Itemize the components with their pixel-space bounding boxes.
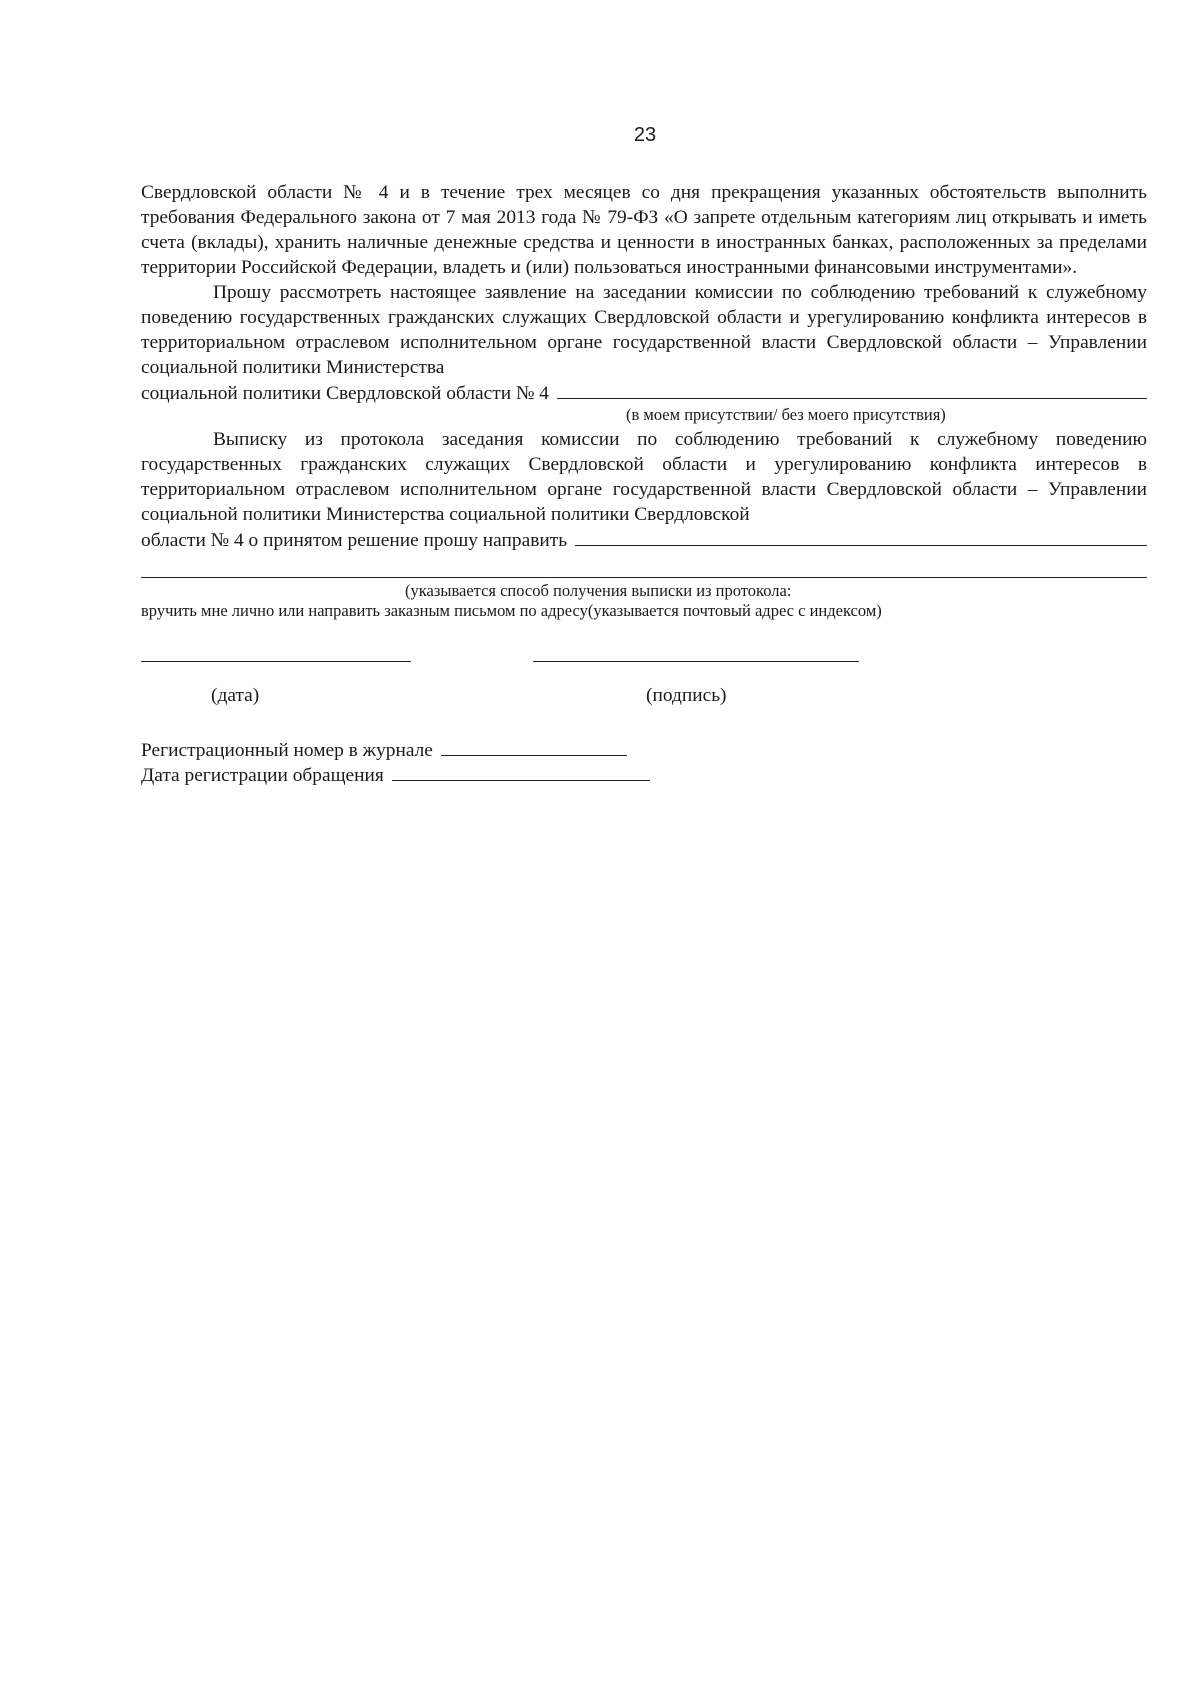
registration-block — [141, 737, 1147, 787]
delivery-line — [141, 527, 1147, 553]
presence-field[interactable] — [557, 380, 1147, 399]
paragraph-request-review — [141, 280, 1147, 380]
paragraph-law-requirement: Свердловской области № 4 и в течение трех месяцев со дня прекращения указанных обстоятельств выполнить требования Федерального закона от 7 мая 2013 года № 79-ФЗ «О запрете отдельным категориям лиц открывать и иметь счета (вклады), хранить наличные денежные средства и ценности в иностранных банках, расположенных за пределами территории Российской Федерации, владеть и (или) пользоваться иностранными финансовыми инструментами». — [141, 182, 1147, 278]
signature-field[interactable] — [533, 661, 859, 662]
delivery-hint: (указывается способ получения выписки из протокола: — [405, 581, 792, 600]
paragraph-protocol-extract — [141, 427, 1147, 527]
delivery-line-text: области № 4 о принятом решение прошу направить — [141, 530, 568, 551]
date-field[interactable] — [141, 661, 411, 662]
page-number: 23 — [633, 124, 657, 146]
paragraph-protocol-extract-text: Выписку из протокола заседания комиссии по соблюдению требований к служебному поведению государственных гражданских служащих Свердловской области и урегулированию конфликта интересов в территориальном отраслевом исполнительном органе государственной власти Свердловской области – Управлении социальной политики Министерства социальной политики Свердловской — [141, 429, 1147, 525]
presence-hint: (в моем присутствии/ без моего присутствия) — [626, 405, 946, 424]
date-label: (дата) — [211, 685, 260, 706]
presence-line-text: социальной политики Свердловской области № 4 — [141, 383, 549, 404]
signature-label: (подпись) — [646, 685, 727, 706]
delivery-hint-detail: вручить мне лично или направить заказным письмом по адресу(указывается почтовый адрес с индексом) — [141, 601, 882, 620]
presence-line — [141, 380, 1147, 406]
registration-number-label: Регистрационный номер в журнале — [141, 740, 433, 761]
delivery-field[interactable] — [575, 527, 1147, 546]
registration-date-label: Дата регистрации обращения — [141, 765, 384, 786]
delivery-field-continued[interactable] — [141, 553, 1147, 578]
registration-number-row — [141, 737, 1147, 762]
signature-block — [141, 647, 1147, 727]
document-body — [141, 180, 1147, 787]
registration-date-field[interactable] — [392, 762, 650, 781]
paragraph-request-review-text: Прошу рассмотреть настоящее заявление на заседании комиссии по соблюдению требований к служебному поведению государственных гражданских служащих Свердловской области и урегулированию конфликта интересов в территориальном отраслевом исполнительном органе государственной власти Свердловской области – Управлении социальной политики Министерства — [141, 282, 1147, 378]
registration-date-row — [141, 762, 1147, 787]
registration-number-field[interactable] — [441, 737, 627, 756]
